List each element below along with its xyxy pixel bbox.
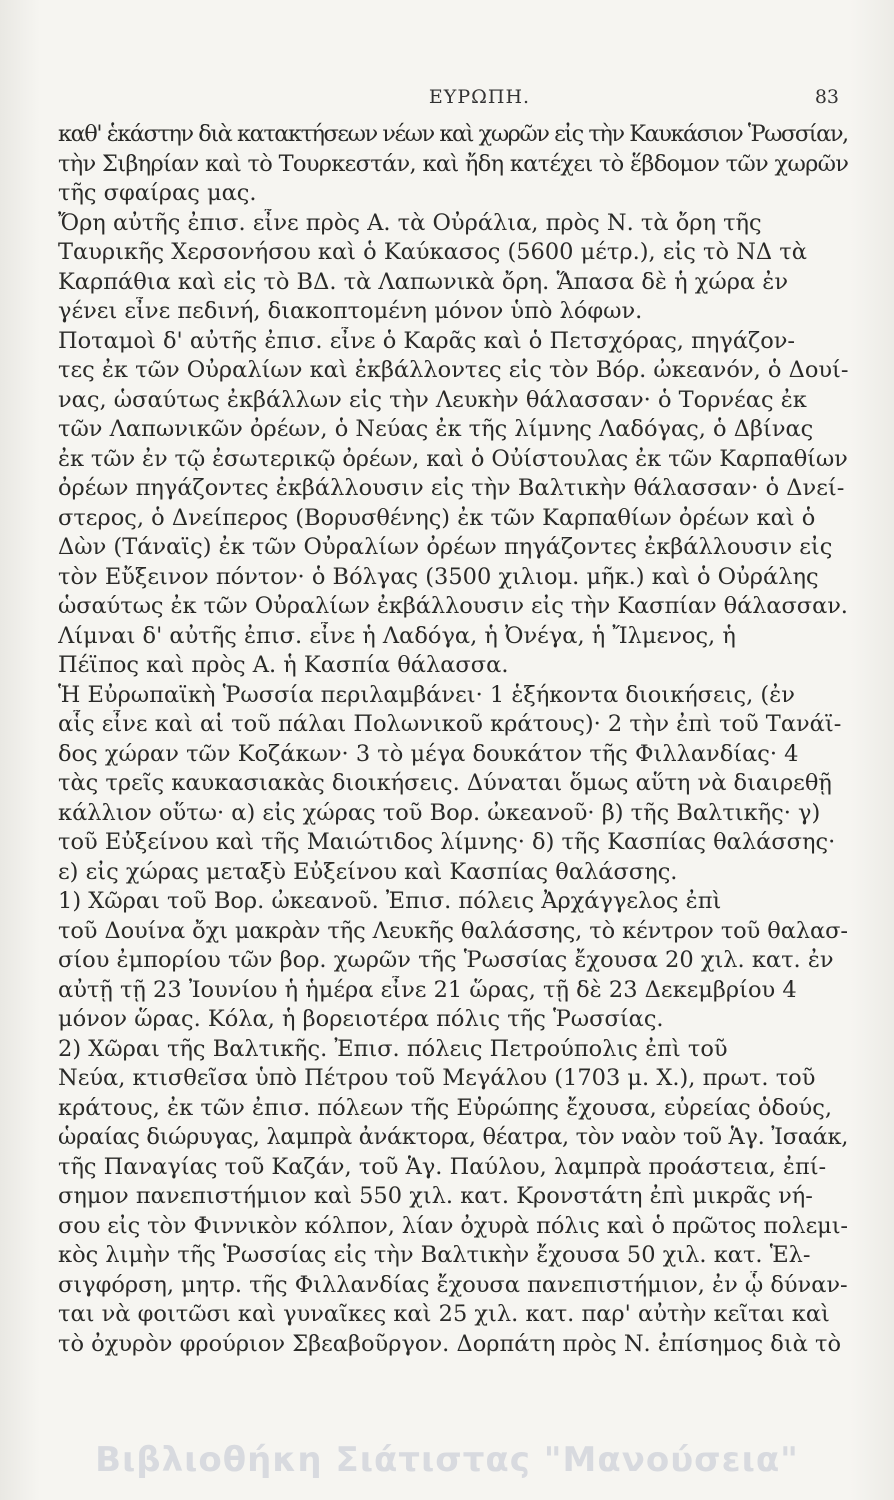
text-line: 2) Χῶραι τῆς Βαλτικῆς. Ἐπισ. πόλεις Πετρούπολις ἐπὶ τοῦ	[58, 1035, 728, 1062]
text-line: ὡραίας διώρυγας, λαμπρὰ ἀνάκτορα, θέατρα, τὸν ναὸν τοῦ Ἁγ. Ἰσαάκ,	[58, 1124, 848, 1150]
text-line: δος χώραν τῶν Κοζάκων· 3 τὸ μέγα δουκάτον τῆς Φιλλανδίας· 4	[58, 740, 799, 767]
text-line: καθ' ἑκάστην διὰ κατακτήσεων νέων καὶ χωρῶν εἰς τὴν Καυκάσιον Ῥωσσίαν,	[58, 121, 848, 147]
text-line: ε) εἰς χώρας μεταξὺ Εὐξείνου καὶ Κασπίας θαλάσσης.	[58, 858, 678, 885]
text-line: Ἡ Εὐρωπαϊκὴ Ῥωσσία περιλαμβάνει· 1 ἑξήκοντα διοικήσεις, (ἐν	[58, 681, 795, 708]
text-line: ἐκ τῶν ἐν τῷ ἐσωτερικῷ ὀρέων, καὶ ὁ Οὐίστουλας ἐκ τῶν Καρπαθίων	[58, 445, 848, 472]
text-line: Ὄρη αὐτῆς ἐπισ. εἶνε πρὸς Α. τὰ Οὐράλια, πρὸς Ν. τὰ ὄρη τῆς	[58, 209, 762, 236]
text-line: μόνον ὥρας. Κόλα, ἡ βορειοτέρα πόλις τῆς Ῥωσσίας.	[58, 1006, 664, 1032]
text-line: στερος, ὁ Δνείπερος (Βορυσθένης) ἐκ τῶν Καρπαθίων ὀρέων καὶ ὁ	[58, 504, 816, 531]
text-line: σιγφόρση, μητρ. τῆς Φιλλανδίας ἔχουσα πανεπιστήμιον, ἐν ᾧ δύναν-	[58, 1271, 848, 1298]
text-line: κράτους, ἐκ τῶν ἐπισ. πόλεων τῆς Εὐρώπης ἔχουσα, εὐρείας ὁδούς,	[58, 1094, 832, 1121]
text-line: τοῦ Εὐξείνου καὶ τῆς Μαιώτιδος λίμνης· δ) τῆς Κασπίας θαλάσσης·	[58, 829, 836, 855]
text-line: Λίμναι δ' αὐτῆς ἐπισ. εἶνε ἡ Λαδόγα, ἡ Ὀνέγα, ἡ Ἴλμενος, ἡ	[58, 622, 736, 649]
text-line: τὴν Σιβηρίαν καὶ τὸ Τουρκεστάν, καὶ ἤδη κατέχει τὸ ἕβδομον τῶν χωρῶν	[58, 150, 848, 177]
text-line: Ποταμοὶ δ' αὐτῆς ἐπισ. εἶνε ὁ Καρᾶς καὶ ὁ Πετσχόρας, πηγάζον-	[58, 327, 796, 354]
text-line: αἷς εἶνε καὶ αἱ τοῦ πάλαι Πολωνικοῦ κράτους)· 2 τὴν ἐπὶ τοῦ Τανάϊ-	[58, 711, 842, 737]
running-title: ΕΥΡΩΠΗ.	[428, 86, 531, 108]
text-line: Καρπάθια καὶ εἰς τὸ ΒΔ. τὰ Λαπωνικὰ ὄρη. Ἅπασα δὲ ἡ χώρα ἐν	[58, 268, 789, 295]
text-line: τῆς σφαίρας μας.	[58, 180, 257, 206]
text-line: Νεύα, κτισθεῖσα ὑπὸ Πέτρου τοῦ Μεγάλου (1703 μ. Χ.), πρωτ. τοῦ	[58, 1065, 816, 1091]
page-header	[120, 86, 839, 116]
body-text	[58, 120, 848, 1359]
text-line: Ταυρικῆς Χερσονήσου καὶ ὁ Καύκασος (5600 μέτρ.), εἰς τὸ ΝΔ τὰ	[58, 239, 807, 265]
page-number: 83	[814, 86, 839, 108]
text-line: τῆς Παναγίας τοῦ Καζάν, τοῦ Ἁγ. Παύλου, λαμπρὰ προάστεια, ἐπί-	[58, 1153, 827, 1180]
text-line: 1) Χῶραι τοῦ Βορ. ὠκεανοῦ. Ἐπισ. πόλεις Ἀρχάγγελος ἐπὶ	[58, 888, 722, 914]
text-line: κάλλιον οὕτω· α) εἰς χώρας τοῦ Βορ. ὠκεανοῦ· β) τῆς Βαλτικῆς· γ)	[58, 799, 821, 826]
text-line: ὡσαύτως ἐκ τῶν Οὐραλίων ἐκβάλλουσιν εἰς τὴν Κασπίαν θάλασσαν.	[58, 593, 848, 619]
text-line: τοῦ Δουίνα ὄχι μακρὰν τῆς Λευκῆς θαλάσσης, τὸ κέντρον τοῦ θαλασ-	[58, 917, 848, 944]
text-line: κὸς λιμὴν τῆς Ῥωσσίας εἰς τὴν Βαλτικὴν ἔχουσα 50 χιλ. κατ. Ἑλ-	[58, 1242, 811, 1268]
text-line: τὰς τρεῖς καυκασιακὰς διοικήσεις. Δύναται ὅμως αὕτη νὰ διαιρεθῇ	[58, 770, 832, 796]
text-line: ὀρέων πηγάζοντες ἐκβάλλουσιν εἰς τὴν Βαλτικὴν θάλασσαν· ὁ Δνεί-	[58, 475, 845, 501]
text-line: Πέϊπος καὶ πρὸς Α. ἡ Κασπία θάλασσα.	[58, 652, 509, 678]
text-line: σημον πανεπιστήμιον καὶ 550 χιλ. κατ. Κρονστάτη ἐπὶ μικρᾶς νή-	[58, 1183, 813, 1209]
text-line: τῶν Λαπωνικῶν ὀρέων, ὁ Νεύας ἐκ τῆς λίμνης Λαδόγας, ὁ Δβίνας	[58, 416, 814, 442]
text-line: τες ἐκ τῶν Οὐραλίων καὶ ἐκβάλλοντες εἰς τὸν Βόρ. ὠκεανόν, ὁ Δουί-	[58, 357, 848, 383]
text-line: Δὼν (Τάναϊς) ἐκ τῶν Οὐραλίων ὀρέων πηγάζοντες ἐκβάλλουσιν εἰς	[58, 534, 833, 560]
text-line: τὸ ὀχυρὸν φρούριον Σβεαβοῦργον. Δορπάτη πρὸς Ν. ἐπίσημος διὰ τὸ	[58, 1330, 841, 1357]
text-line: ται νὰ φοιτῶσι καὶ γυναῖκες καὶ 25 χιλ. κατ. παρ' αὐτὴν κεῖται καὶ	[58, 1301, 830, 1327]
text-line: τὸν Εὔξεινον πόντον· ὁ Βόλγας (3500 χιλιομ. μῆκ.) καὶ ὁ Οὐράλης	[58, 563, 819, 590]
text-line: νας, ὡσαύτως ἐκβάλλων εἰς τὴν Λευκὴν θάλασσαν· ὁ Τορνέας ἐκ	[58, 386, 807, 413]
text-line: σίου ἐμπορίου τῶν βορ. χωρῶν τῆς Ῥωσσίας ἔχουσα 20 χιλ. κατ. ἐν	[58, 947, 834, 973]
text-line: γένει εἶνε πεδινή, διακοπτομένη μόνον ὑπὸ λόφων.	[58, 298, 643, 324]
text-line: αὐτῇ τῇ 23 Ἰουνίου ἡ ἡμέρα εἶνε 21 ὥρας, τῇ δὲ 23 Δεκεμβρίου 4	[58, 976, 797, 1003]
library-watermark: Βιβλιοθήκη Σιάτιστας "Μανούσεια"	[95, 1440, 799, 1480]
text-line: σου εἰς τὸν Φιννικὸν κόλπον, λίαν ὀχυρὰ πόλις καὶ ὁ πρῶτος πολεμι-	[58, 1212, 848, 1239]
